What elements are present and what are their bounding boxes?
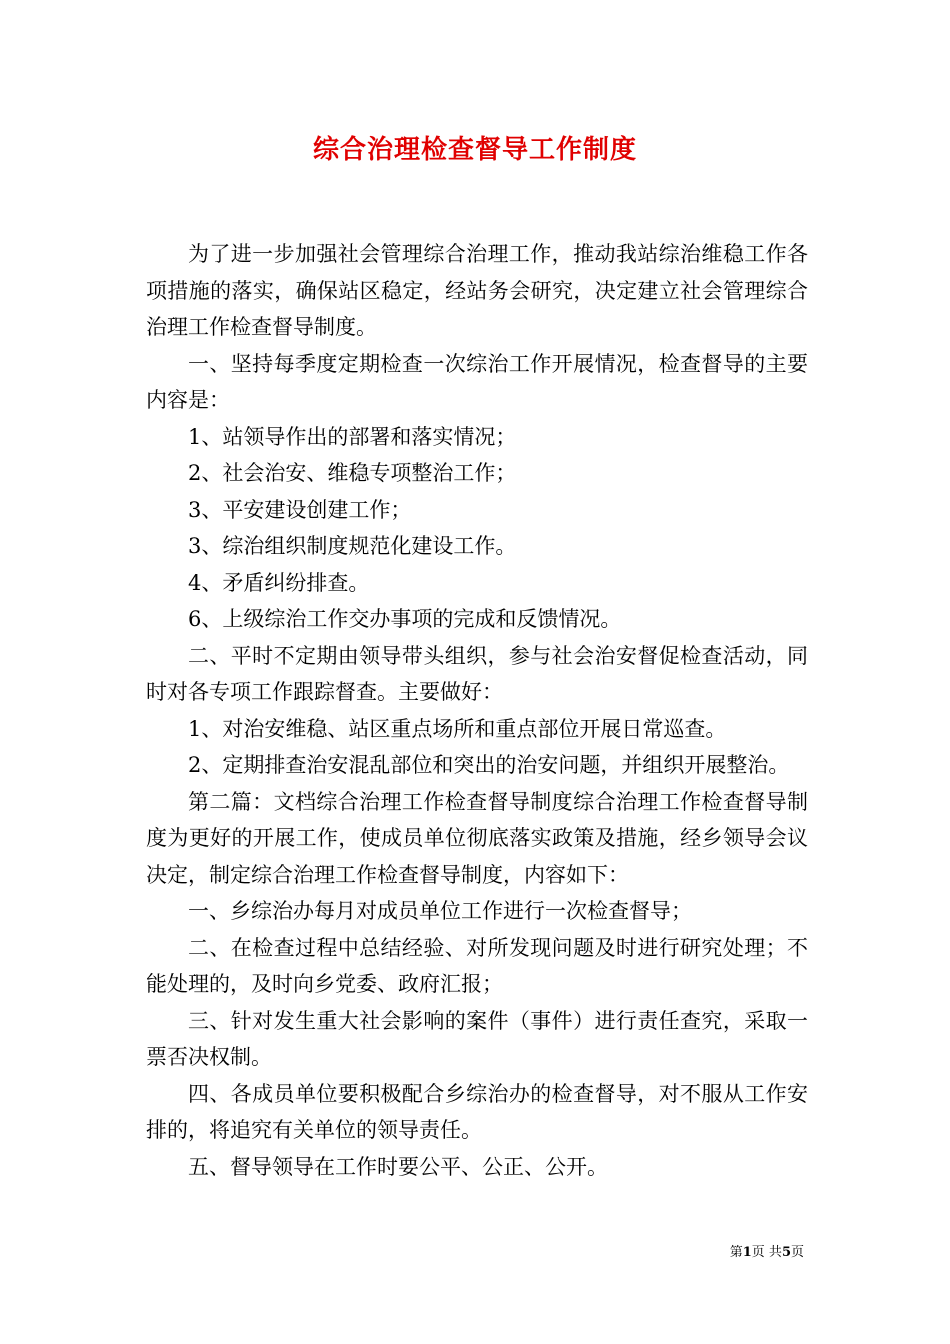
document-body	[146, 236, 808, 1185]
paragraph: 第二篇：文档综合治理工作检查督导制度综合治理工作检查督导制度为更好的开展工作，使成员单位彻底落实政策及措施，经乡领导会议决定，制定综合治理工作检查督导制度，内容如下：	[146, 789, 808, 887]
list-item: 3、平安建设创建工作；	[188, 497, 412, 522]
total-page-number: 5	[781, 1245, 791, 1260]
document-title: 综合治理检查督导工作制度	[312, 135, 637, 165]
list-item: 3、综治组织制度规范化建设工作。	[188, 534, 517, 558]
page-number-footer	[730, 1244, 804, 1262]
current-page-number: 1	[742, 1245, 752, 1260]
list-item: 一、乡综治办每月对成员单位工作进行一次检查督导；	[188, 899, 692, 923]
paragraph: 二、平时不定期由领导带头组织，参与社会治安督促检查活动，同时对各专项工作跟踪督查。主要做好：	[146, 643, 808, 704]
list-item: 4、矛盾纠纷排查。	[188, 570, 370, 595]
list-item: 1、站领导作出的部署和落实情况；	[188, 424, 517, 449]
list-item: 2、定期排查治安混乱部位和突出的治安问题，并组织开展整治。	[188, 753, 790, 777]
list-item: 三、针对发生重大社会影响的案件（事件）进行责任查究，采取一票否决权制。	[146, 1008, 808, 1069]
paragraph: 一、坚持每季度定期检查一次综治工作开展情况，检查督导的主要内容是：	[146, 351, 808, 412]
list-item: 6、上级综治工作交办事项的完成和反馈情况。	[188, 607, 622, 631]
list-item: 五、督导领导在工作时要公平、公正、公开。	[188, 1154, 608, 1179]
page-mid: 页 共	[751, 1245, 782, 1260]
list-item: 2、社会治安、维稳专项整治工作；	[188, 461, 517, 485]
list-item: 1、对治安维稳、站区重点场所和重点部位开展日常巡查。	[188, 716, 727, 741]
list-item: 四、各成员单位要积极配合乡综治办的检查督导，对不服从工作安排的，将追究有关单位的领导责任。	[146, 1081, 808, 1142]
paragraph: 为了进一步加强社会管理综合治理工作，推动我站综治维稳工作各项措施的落实，确保站区稳定，经站务会研究，决定建立社会管理综合治理工作检查督导制度。	[146, 242, 808, 339]
page-prefix: 第	[729, 1245, 743, 1260]
list-item: 二、在检查过程中总结经验、对所发现问题及时进行研究处理；不能处理的，及时向乡党委、政府汇报；	[146, 935, 808, 996]
page-suffix: 页	[790, 1245, 804, 1260]
